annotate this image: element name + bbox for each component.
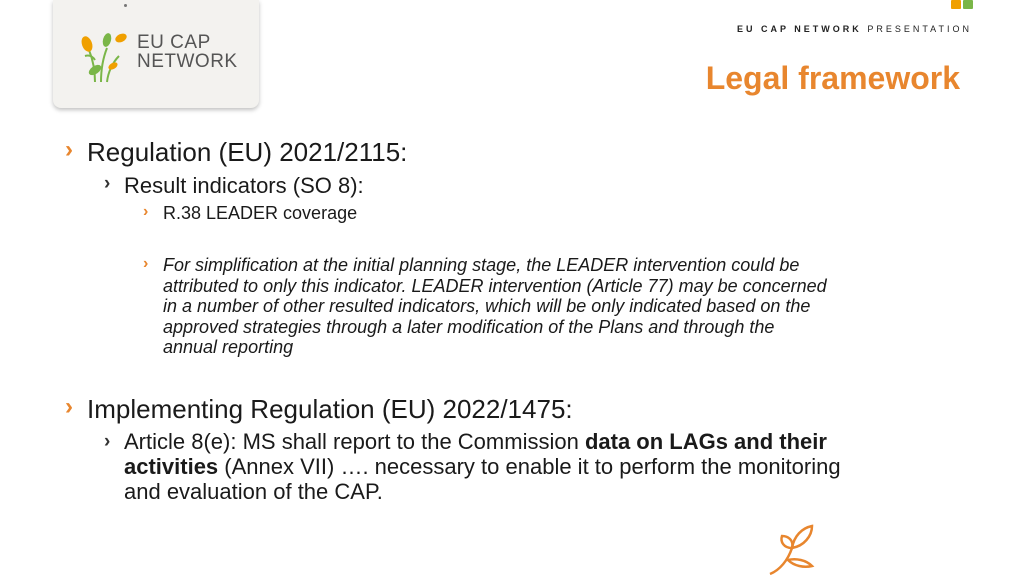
note-line-3: in a number of other resulted indicators, which will be only indicated based on the: [163, 296, 811, 316]
section2-sub-bullet: [104, 429, 984, 504]
note-line-2: attributed to only this indicator. LEADER intervention (Article 77) may be concerned: [163, 275, 827, 296]
section2-text-bold2: activities: [124, 454, 219, 479]
section1-sub-bullet: [104, 173, 364, 199]
chevron-right-icon: ›: [65, 136, 73, 163]
note-line-1: For simplification at the initial planning stage, the LEADER intervention could be: [163, 255, 800, 275]
chevron-right-icon: ›: [104, 173, 111, 194]
logo-wordmark: [137, 33, 238, 71]
section2-line-2: [124, 454, 984, 479]
section1-heading: Regulation (EU) 2021/2115:: [87, 137, 408, 167]
section2-line-3: and evaluation of the CAP.: [124, 479, 383, 504]
logo-line-2: NETWORK: [137, 51, 238, 72]
section2-text-b: (Annex VII) …. necessary to enable it to perform the monitoring: [218, 454, 841, 479]
note-line-5: annual reporting: [163, 337, 294, 357]
logo-line-1: EU CAP: [137, 32, 211, 53]
chevron-right-icon: ›: [143, 255, 149, 272]
section1-heading-bullet: [65, 136, 408, 168]
slide-title: Legal framework: [705, 60, 960, 96]
section1-item-bullet: [143, 203, 358, 224]
eu-cap-network-logo-icon: [81, 30, 137, 84]
section1-sub: Result indicators (SO 8):: [124, 173, 364, 198]
section1-note: [163, 255, 963, 358]
section2-heading: Implementing Regulation (EU) 2022/1475:: [87, 394, 573, 424]
header-label: [737, 24, 972, 34]
chevron-right-icon: ›: [104, 431, 111, 452]
corner-squares-icon: [951, 0, 975, 10]
section1-note-bullet: [143, 255, 963, 358]
section2-text-a: Article 8(e): MS shall report to the Commission: [124, 429, 585, 454]
note-line-4: approved strategies through a later modification of the Plans and through the: [163, 316, 775, 337]
chevron-right-icon: ›: [143, 203, 149, 220]
header-label-bold: EU CAP NETWORK: [736, 24, 862, 34]
section2-heading-bullet: [65, 393, 573, 425]
header-label-light: PRESENTATION: [867, 24, 972, 34]
section2-text-bold: data on LAGs and their: [584, 429, 827, 454]
sprout-icon: [766, 520, 826, 576]
section2-line-1: [124, 429, 984, 454]
section1-item: R.38 LEADER coverage: [163, 203, 358, 223]
chevron-right-icon: ›: [65, 393, 73, 420]
logo-card: [53, 0, 259, 108]
decorative-dot: [124, 4, 127, 7]
